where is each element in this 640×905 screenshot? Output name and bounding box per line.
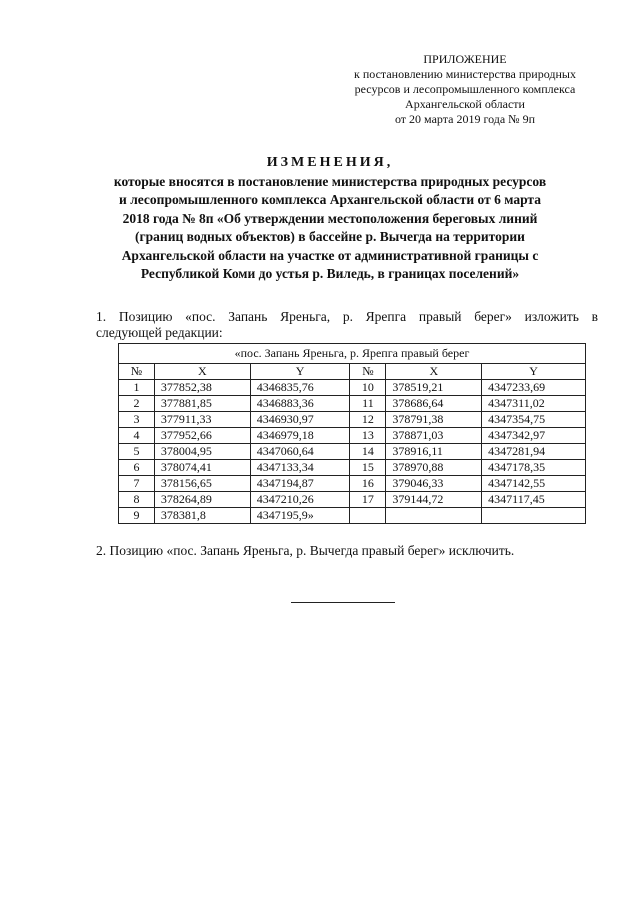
cell-number: 5 <box>119 444 155 460</box>
cell-y: 4347194,87 <box>250 476 350 492</box>
heading-line: которые вносятся в постановление министерства природных ресурсов <box>113 173 547 189</box>
cell-number: 12 <box>350 412 386 428</box>
appendix-line: к постановлению министерства природных <box>354 67 576 81</box>
heading-line: Архангельской области на участке от административной границы с <box>121 247 539 263</box>
cell-y: 4347210,26 <box>250 492 350 508</box>
cell-y: 4346930,97 <box>250 412 350 428</box>
header-number: № <box>119 364 155 380</box>
cell-x: 378791,38 <box>386 412 482 428</box>
cell-y: 4346883,36 <box>250 396 350 412</box>
heading-title: ИЗМЕНЕНИЯ, <box>266 155 394 170</box>
appendix-line: ресурсов и лесопромышленного комплекса <box>354 82 576 96</box>
cell-number: 8 <box>119 492 155 508</box>
cell-x: 377911,33 <box>154 412 250 428</box>
cell-number: 2 <box>119 396 155 412</box>
cell-x: 378074,41 <box>154 460 250 476</box>
item-1-text: 1. Позицию «пос. Запань Яреньга, р. Ярепга правый берег» изложить в <box>96 309 598 324</box>
cell-y: 4347195,9» <box>250 508 350 524</box>
item-2-text: 2. Позицию «пос. Запань Яреньга, р. Вычегда правый берег» исключить. <box>96 543 515 558</box>
cell-number: 17 <box>350 492 386 508</box>
table-row <box>119 492 586 508</box>
table-row <box>119 380 586 396</box>
cell-number: 1 <box>119 380 155 396</box>
cell-x: 378686,64 <box>386 396 482 412</box>
cell-x: 378970,88 <box>386 460 482 476</box>
cell-number: 10 <box>350 380 386 396</box>
appendix-date: от 20 марта 2019 года № 9п <box>394 112 536 126</box>
cell-x: 378156,65 <box>154 476 250 492</box>
cell-x: 378916,11 <box>386 444 482 460</box>
cell-x: 379144,72 <box>386 492 482 508</box>
cell-y: 4347133,34 <box>250 460 350 476</box>
cell-x: 378871,03 <box>386 428 482 444</box>
heading-line: Республикой Коми до устья р. Виледь, в границах поселений» <box>140 266 520 281</box>
cell-y: 4347060,64 <box>250 444 350 460</box>
table-row <box>119 508 586 524</box>
cell-y: 4346835,76 <box>250 380 350 396</box>
heading-line: 2018 года № 8п «Об утверждении местоположения береговых линий <box>122 210 538 226</box>
coordinates-table <box>118 343 586 524</box>
cell-x: 378381,8 <box>154 508 250 524</box>
cell-number: 9 <box>119 508 155 524</box>
table-header-row <box>119 364 586 380</box>
item-1-continuation: следующей редакции: <box>96 325 223 340</box>
header-y: Y <box>482 364 586 380</box>
table-row <box>119 444 586 460</box>
appendix-title: ПРИЛОЖЕНИЕ <box>423 52 507 66</box>
cell-x: 378264,89 <box>154 492 250 508</box>
cell-number: 15 <box>350 460 386 476</box>
cell-x: 378004,95 <box>154 444 250 460</box>
cell-x: 379046,33 <box>386 476 482 492</box>
cell-y: 4347178,35 <box>482 460 586 476</box>
appendix-block <box>330 52 600 127</box>
document-heading <box>80 154 580 284</box>
cell-y: 4347142,55 <box>482 476 586 492</box>
cell-x: 377952,66 <box>154 428 250 444</box>
cell-x <box>386 508 482 524</box>
table-row <box>119 396 586 412</box>
cell-number: 13 <box>350 428 386 444</box>
cell-number: 7 <box>119 476 155 492</box>
cell-number: 6 <box>119 460 155 476</box>
table-caption: «пос. Запань Яреньга, р. Ярепга правый берег <box>119 344 586 364</box>
table-caption-row <box>119 344 586 364</box>
cell-number: 3 <box>119 412 155 428</box>
header-x: X <box>386 364 482 380</box>
heading-line: (границ водных объектов) в бассейне р. Вычегда на территории <box>135 229 525 244</box>
header-y: Y <box>250 364 350 380</box>
cell-y: 4347117,45 <box>482 492 586 508</box>
cell-y: 4347342,97 <box>482 428 586 444</box>
heading-line: и лесопромышленного комплекса Архангельской области от 6 марта <box>119 192 541 207</box>
cell-x: 377852,38 <box>154 380 250 396</box>
cell-y: 4347281,94 <box>482 444 586 460</box>
table-row <box>119 476 586 492</box>
separator-line <box>291 602 395 603</box>
cell-y: 4347354,75 <box>482 412 586 428</box>
cell-x: 377881,85 <box>154 396 250 412</box>
table-row <box>119 412 586 428</box>
table-row <box>119 428 586 444</box>
cell-number: 4 <box>119 428 155 444</box>
cell-y: 4347233,69 <box>482 380 586 396</box>
cell-number: 14 <box>350 444 386 460</box>
cell-y <box>482 508 586 524</box>
header-x: X <box>154 364 250 380</box>
cell-number: 11 <box>350 396 386 412</box>
table-row <box>119 460 586 476</box>
header-number: № <box>350 364 386 380</box>
cell-x: 378519,21 <box>386 380 482 396</box>
cell-number: 16 <box>350 476 386 492</box>
cell-y: 4346979,18 <box>250 428 350 444</box>
cell-y: 4347311,02 <box>482 396 586 412</box>
appendix-line: Архангельской области <box>405 97 525 111</box>
cell-number <box>350 508 386 524</box>
